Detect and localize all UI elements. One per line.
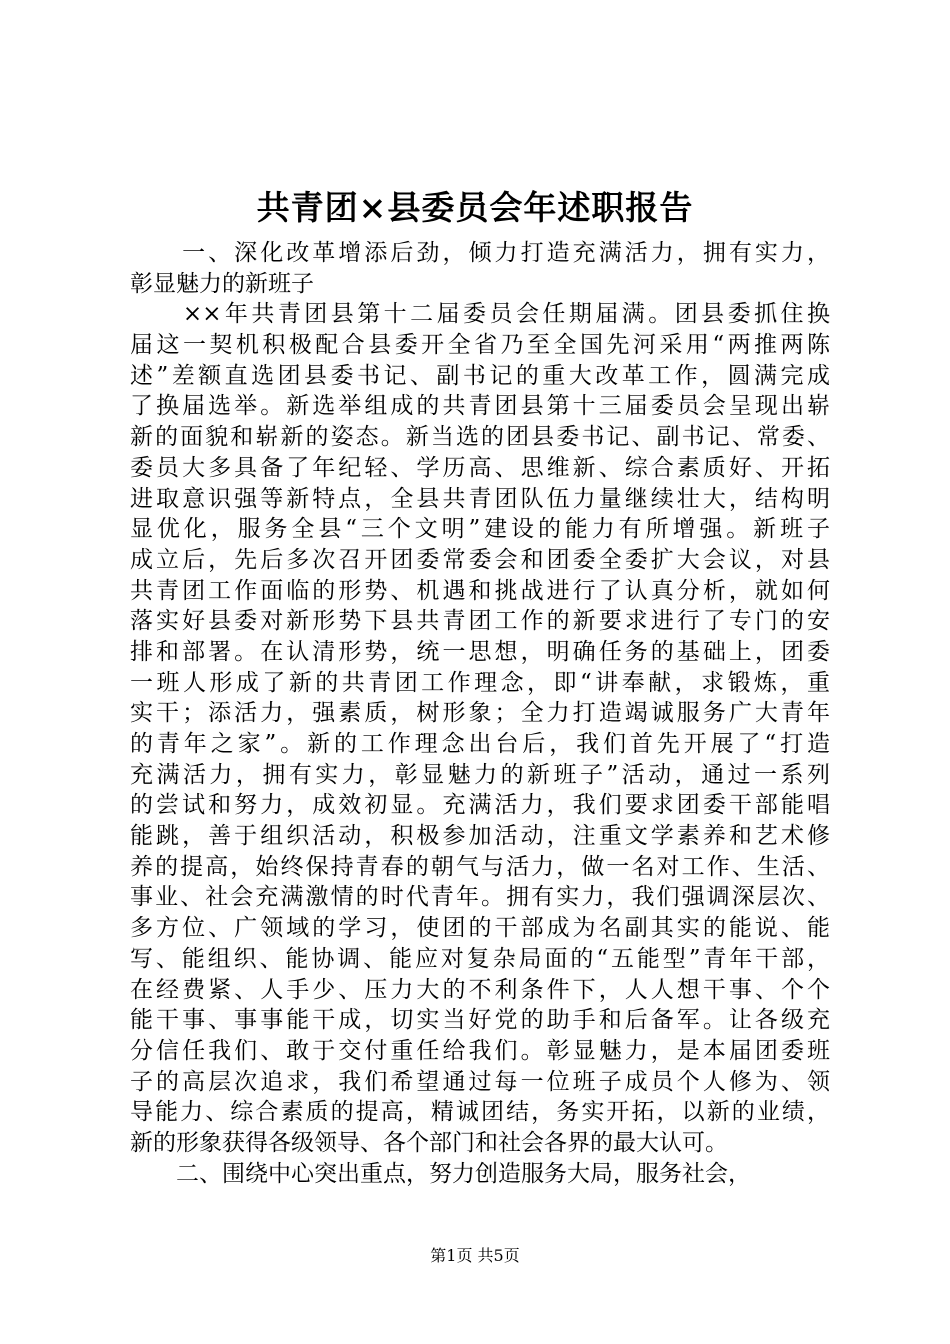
text-line: 成立后，先后多次召开团委常委会和团委全委扩大会议，对县 [130, 546, 830, 573]
text-line: 在经费紧、人手少、压力大的不利条件下，人人想干事、个个 [130, 976, 830, 1003]
text-line: 分信任我们、敢于交付重任给我们。彰显魅力，是本届团委班 [130, 1037, 830, 1064]
text-line: 述”差额直选团县委书记、副书记的重大改革工作，圆满完成 [130, 362, 830, 389]
text-line: 充满活力，拥有实力，彰显魅力的新班子”活动，通过一系列 [130, 761, 830, 788]
text-line: 子的高层次追求，我们希望通过每一位班子成员个人修为、领 [130, 1068, 830, 1095]
text-line: 落实好县委对新形势下县共青团工作的新要求进行了专门的安 [130, 608, 830, 635]
text-line: 了换届选举。新选举组成的共青团县第十三届委员会呈现出崭 [130, 393, 830, 420]
text-line: 的青年之家”。新的工作理念出台后，我们首先开展了“打造 [130, 731, 830, 757]
text-line: 进取意识强等新特点，全县共青团队伍力量继续壮大，结构明 [130, 485, 830, 512]
text-line: 一班人形成了新的共青团工作理念，即“讲奉献，求锻炼，重 [130, 669, 830, 696]
text-line: 彰显魅力的新班子 [130, 270, 314, 297]
text-line: 新的形象获得各级领导、各个部门和社会各界的最大认可。 [130, 1129, 728, 1156]
page-footer: 第1页 共5页 [430, 1246, 520, 1265]
text-line: 能干事、事事能干成，切实当好党的助手和后备军。让各级充 [130, 1007, 830, 1034]
text-line: 写、能组织、能协调、能应对复杂局面的“五能型”青年干部， [130, 945, 830, 972]
document-body [130, 238, 830, 1189]
text-line: 多方位、广领域的学习，使团的干部成为名副其实的能说、能 [130, 915, 830, 942]
text-line: 事业、社会充满激情的时代青年。拥有实力，我们强调深层次、 [130, 884, 830, 911]
text-line: 届这一契机积极配合县委开全省乃至全国先河采用“两推两陈 [130, 332, 830, 359]
text-line: 共青团工作面临的形势、机遇和挑战进行了认真分析，就如何 [130, 577, 830, 604]
text-line: 养的提高，始终保持青春的朝气与活力，做一名对工作、生活、 [130, 853, 830, 880]
text-line: 导能力、综合素质的提高，精诚团结，务实开拓，以新的业绩， [130, 1099, 830, 1126]
text-line: 新的面貌和崭新的姿态。新当选的团县委书记、副书记、常委、 [130, 424, 830, 451]
text-line: 显优化，服务全县“三个文明”建设的能力有所增强。新班子 [130, 516, 830, 543]
text-line: 排和部署。在认清形势，统一思想，明确任务的基础上，团委 [130, 638, 830, 665]
document-title: 共青团×县委员会年述职报告 [256, 188, 694, 227]
text-line: 一、深化改革增添后劲，倾力打造充满活力，拥有实力， [130, 240, 830, 266]
text-line: 二、围绕中心突出重点，努力创造服务大局，服务社会， [130, 1160, 751, 1187]
text-line: 委员大多具备了年纪轻、学历高、思维新、综合素质好、开拓 [130, 454, 830, 481]
text-line: 能跳，善于组织活动，积极参加活动，注重文学素养和艺术修 [130, 823, 830, 850]
text-line: 的尝试和努力，成效初显。充满活力，我们要求团委干部能唱 [130, 792, 830, 819]
text-line: 实干；添活力，强素质，树形象；全力打造竭诚服务广大青年 [130, 700, 830, 727]
text-line: ××年共青团县第十二届委员会任期届满。团县委抓住换 [130, 301, 830, 328]
